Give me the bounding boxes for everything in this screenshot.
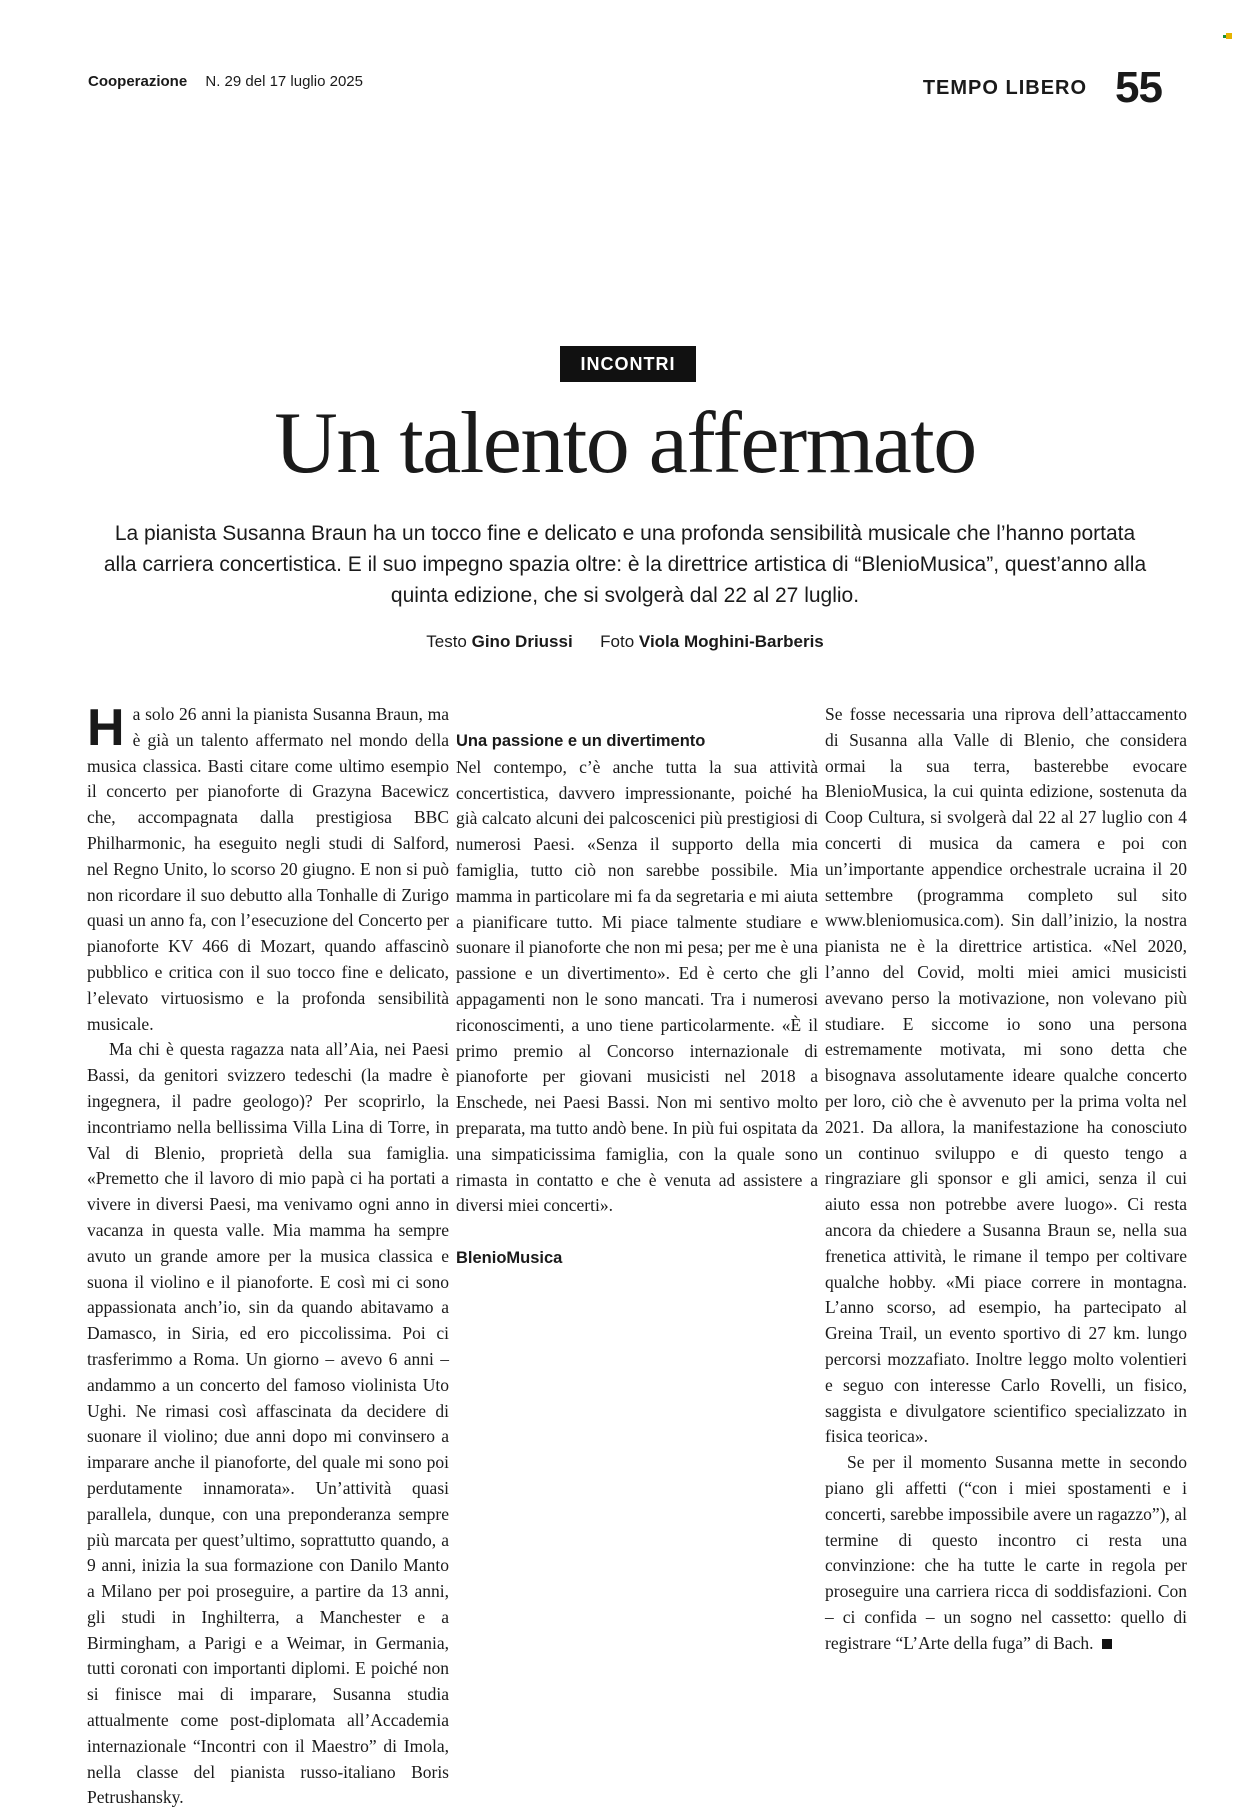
body-paragraph-2: Ma chi è questa ragazza nata all’Aia, nei Paesi Bassi, da genitori svizzero tedeschi (la madre è ingegnera, il padre geologo)? Per scoprirlo, la incontriamo nella bellissima Villa Lina di Torre, in Val di Blenio, proprietà della sua famiglia. «Premetto che il lavoro di mio papà ci ha portati a vivere in diversi Paesi, ma venivamo ogni anno in vacanza in questa valle. Mia mamma ha sempre avuto un grande amore per la musica classica e suona il violino e il pianoforte. E così mi ci sono appassionata anch’io, sin da quando abitavamo a Damasco, in Siria, ed ero piccolissima. Poi ci trasferimmo a Roma. Un giorno – avevo 6 anni – andammo a un concerto del famoso violinista Uto Ughi. Ne rimasi così affascinata da decidere di suonare il violino; due anni dopo mi convinsero a imparare anche il pianoforte, del quale mi sono poi perdutamente innamorata». Un’attività quasi parallela, dunque, con una preponderanza sempre più marcata per quest’ultimo, soprattutto quando, a 9 anni, inizia la sua formazione con Danilo Manto a Milano per poi proseguire, a partire da 13 anni, gli studi in Inghilterra, a Manchester e a Birmingham, a Parigi e a Weimar, in Germania, tutti coronati con importanti diplomi. E poiché non si finisce mai di imparare, Susanna studia attualmente come post-diplomata all’Accademia internazionale “Incontri con il Maestro” di Imola, nella classe del pianista russo-italiano Boris Petrushansky. <box>87 1039 449 1808</box>
text-author: Gino Driussi <box>471 632 573 651</box>
article-column-3 <box>825 702 1187 1656</box>
text-label: Testo <box>426 632 467 651</box>
section-name: TEMPO LIBERO <box>922 76 1088 99</box>
end-of-article-mark <box>1102 1639 1112 1649</box>
page-header-right <box>922 63 1162 112</box>
body-paragraph-1 <box>87 699 450 1037</box>
body-paragraph-3: Nel contempo, c’è anche tutta la sua attività concertistica, davvero impressionante, poiché ha già calcato alcuni dei palcoscenici più prestigiosi di numerosi Paesi. «Senza il supporto della mia famiglia, tutto ciò non sarebbe possibile. Mia mamma in particolare mi fa da segretaria e mi aiuta a pianificare tutto. Mi piace talmente studiare e suonare il pianoforte che non mi pesa; per me è una passione e un divertimento». Ed è certo che gli appagamenti non le sono mancati. Tra i numerosi riconoscimenti, a uno tiene particolarmente. «È il primo premio al Concorso internazionale di pianoforte per giovani musicisti nel 2018 a Enschede, nei Paesi Bassi. Non mi sentivo molto preparata, ma tutto andò bene. In più fui ospitata da una simpaticissima famiglia, con la quale sono rimasta in contatto e che è venuta ad assistere a diversi miei concerti». <box>456 756 818 1216</box>
article-column-1 <box>87 699 450 1811</box>
article-credits <box>0 632 1250 652</box>
drop-cap: H <box>87 699 125 757</box>
article-lead: La pianista Susanna Braun ha un tocco fine e delicato e una profonda sensibilità musicale che l’hanno portata alla carriera concertistica. E il suo impegno spazia oltre: è la direttrice artistica di “BlenioMusica”, quest’anno alla quinta edizione, che si svolgerà dal 22 al 27 luglio. <box>103 522 1147 607</box>
photo-label: Foto <box>600 632 635 651</box>
print-registration-mark <box>1226 33 1232 39</box>
issue-info: N. 29 del 17 luglio 2025 <box>205 73 363 90</box>
publication-name: Cooperazione <box>88 73 188 90</box>
photo-author: Viola Moghini-Barberis <box>638 632 824 651</box>
body-paragraph-5 <box>825 1450 1187 1656</box>
article-kicker: INCONTRI <box>560 346 696 382</box>
subheading-passione: Una passione e un divertimento <box>456 732 706 750</box>
article-title: Un talento affermato <box>274 395 976 492</box>
page-number: 55 <box>1115 63 1162 112</box>
body-paragraph-4: Se fosse necessaria una riprova dell’attaccamento di Susanna alla Valle di Blenio, che considera ormai la sua terra, basterebbe evocare BlenioMusica, la cui quinta edizione, sostenuta da Coop Cultura, si svolgerà dal 22 al 27 luglio con 4 concerti di musica da camera e poi con un’importante appendice orchestrale ucraina il 20 settembre (programma completo sul sito www.bleniomusica.com). Sin dall’inizio, la nostra pianista ne è la direttrice artistica. «Nel 2020, l’anno del Covid, molti miei amici musicisti avevano perso la motivazione, non volevano più studiare. E siccome io sono una persona estremamente motivata, mi sono detta che bisognava assolutamente ideare qualche concerto per loro, ciò che è avvenuto per la prima volta nel 2021. Da allora, la manifestazione ha conosciuto un continuo sviluppo e di questo tengo a ringraziare gli sponsor e gli amici, senza il cui aiuto essa non potrebbe avere luogo». Ci resta ancora da chiedere a Susanna Braun se, nella sua frenetica attività, le rimane il tempo per coltivare qualche hobby. «Mi piace correre in montagna. L’anno scorso, ad esempio, ha partecipato al Greina Trail, un evento sportivo di 27 km. lungo percorsi mozzafiato. Inoltre leggo molto volentieri e seguo con interesse Carlo Rovelli, un fisico, saggista e divulgatore scientifico specializzato in fisica teorica». <box>825 704 1187 1447</box>
body-paragraph-5-text: Se per il momento Susanna mette in secondo piano gli affetti (“con i miei spostamenti e i concerti, sarebbe impossibile avere un ragazzo”), al termine di questo incontro ci resta una convinzione: che ha tutte le carte in regola per proseguire una carriera ricca di soddisfazioni. Con – ci confida – un sogno nel cassetto: quello di registrare “L’Arte della fuga” di Bach. <box>825 1452 1187 1653</box>
subheading-bleniomusica: BlenioMusica <box>456 1249 563 1268</box>
page-header-left <box>88 73 363 90</box>
body-paragraph-1-text: a solo 26 anni la pianista Susanna Braun, ma è già un talento affermato nel mondo della musica classica. Basti citare come ultimo esempio il concerto per pianoforte di Grazyna Bacewicz che, accompagnata dalla prestigiosa BBC Philharmonic, ha eseguito negli studi di Salford, nel Regno Unito, lo scorso 20 giugno. E non si può non ricordare il suo debutto alla Tonhalle di Zurigo quasi un anno fa, con l’esecuzione del Concerto per pianoforte KV 466 di Mozart, quando affascinò pubblico e critica con il suo tocco fine e delicato, l’elevato virtuosismo e la profonda sensibilità musicale. <box>87 704 450 1034</box>
article-column-2 <box>456 702 818 1272</box>
